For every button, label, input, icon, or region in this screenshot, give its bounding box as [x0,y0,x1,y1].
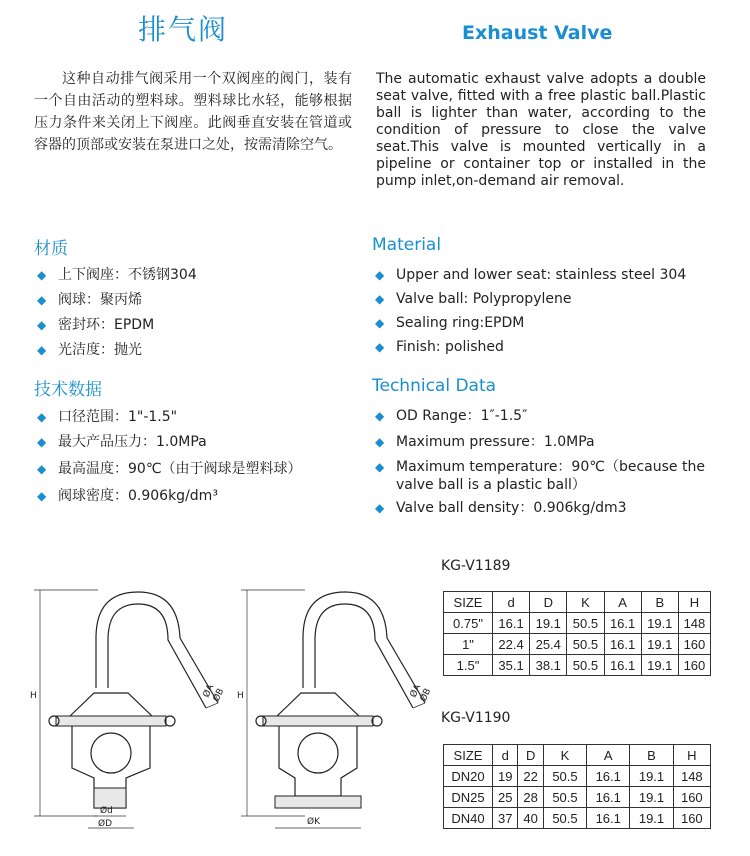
table-cell: 40 [518,808,543,829]
table-cell: 50.5 [567,613,604,634]
dim-big-d-label: ØD [98,819,113,829]
diamond-bullet-icon: ◆ [37,268,47,282]
table-cell: 19.1 [630,787,673,808]
diamond-bullet-icon: ◆ [375,435,385,449]
table-cell: 1.5" [444,655,493,676]
table-cell: 19.1 [630,766,673,787]
table-row [444,634,711,655]
tech-list-en [372,406,712,522]
intro-cn: 这种自动排气阀采用一个双阀座的阀门，装有一个自由活动的塑料球。塑料球比水轻，能够根据压力条件来关闭上下阀座。此阀垂直安装在管道或容器的顶部或安装在泵进口之处，按需清除空气。 [34,71,352,153]
table-cell: 16.1 [587,808,630,829]
material-heading-cn: 材质 [34,239,68,259]
table-cell: 28 [518,787,543,808]
table-cell: 19.1 [641,634,678,655]
diamond-bullet-icon: ◆ [37,343,47,357]
table-cell: 19.1 [641,655,678,676]
diamond-bullet-icon: ◆ [37,293,47,307]
diamond-bullet-icon: ◆ [375,340,385,354]
table-header-cell: A [604,592,641,613]
list-item: ◆ 阀球密度：0.906kg/dm³ [34,485,364,510]
list-item: ◆ 上下阀座：不锈钢304 [34,264,354,289]
table-cell: 50.5 [567,655,604,676]
table-cell: 160 [673,787,710,808]
model-label-v1190: KG-V1190 [441,710,511,726]
spec-table-v1190 [443,744,711,829]
table-cell: 148 [673,766,710,787]
table-header-cell: SIZE [444,745,493,766]
diamond-bullet-icon: ◆ [37,435,47,449]
title-cn: 排气阀 [138,13,229,46]
table-cell: 16.1 [604,655,641,676]
tech-heading-en: Technical Data [372,376,497,396]
diamond-bullet-icon: ◆ [37,318,47,332]
list-item: ◆ 最高温度：90℃（由于阀球是塑料球） [34,458,364,485]
table-header-cell: SIZE [444,592,493,613]
dim-a-label: ØA [408,683,424,700]
table-header-cell: B [630,745,673,766]
table-row [444,808,711,829]
dim-k-label: ØK [307,817,320,827]
table-cell: 1" [444,634,493,655]
tech-heading-cn: 技术数据 [34,380,102,400]
table-row [444,655,711,676]
list-item: ◆ Valve ball density：0.906kg/dm3 [375,500,627,516]
table-cell: 50.5 [543,787,586,808]
dim-a-label: ØA [201,683,217,700]
table-cell: 50.5 [543,808,586,829]
material-list-cn [34,264,354,364]
list-item: ◆ 密封环：EPDM [34,314,354,339]
table-cell: 38.1 [530,655,567,676]
dim-h-label: H [30,691,37,701]
dim-h-label: H [237,691,244,701]
table-row [444,613,711,634]
valve-drawing-v1190 [235,568,435,838]
table-header-cell: B [641,592,678,613]
diamond-bullet-icon: ◆ [375,409,385,423]
spec-table-v1189 [443,591,711,676]
list-item: ◆ 光洁度：抛光 [34,339,354,364]
list-item: ◆ 最大产品压力：1.0MPa [34,431,364,458]
list-item: ◆ Finish: polished [375,339,504,355]
table-cell: DN25 [444,787,493,808]
table-header-cell: A [587,745,630,766]
table-cell: 22.4 [493,634,530,655]
table-cell: 19.1 [530,613,567,634]
table-header-cell: H [678,592,710,613]
table-cell: 37 [493,808,518,829]
title-en: Exhaust Valve [462,22,613,44]
table-cell: 16.1 [587,766,630,787]
table-header-cell: H [673,745,710,766]
material-heading-en: Material [372,235,442,255]
diamond-bullet-icon: ◆ [375,316,385,330]
model-label-v1189: KG-V1189 [441,558,511,574]
diamond-bullet-icon: ◆ [37,462,47,476]
diamond-bullet-icon: ◆ [375,460,385,474]
table-header-row [444,592,711,613]
dim-b-label: ØB [211,687,227,704]
table-cell: DN40 [444,808,493,829]
table-header-cell: K [543,745,586,766]
table-cell: 19.1 [641,613,678,634]
table-cell: 35.1 [493,655,530,676]
list-item: ◆ Maximum temperature：90℃（because the valve ball is a plastic ball） [375,459,705,493]
table-header-cell: D [518,745,543,766]
table-cell: 16.1 [604,634,641,655]
table-row [444,766,711,787]
list-item: ◆ 阀球：聚丙烯 [34,289,354,314]
dim-b-label: ØB [418,687,434,704]
table-cell: 148 [678,613,710,634]
table-header-cell: D [530,592,567,613]
material-list-en [372,265,732,361]
table-cell: 19 [493,766,518,787]
table-header-row [444,745,711,766]
table-cell: 25 [493,787,518,808]
list-item: ◆ Sealing ring:EPDM [375,315,525,331]
valve-drawing-v1189 [28,568,228,838]
table-cell: 50.5 [543,766,586,787]
diamond-bullet-icon: ◆ [375,292,385,306]
diamond-bullet-icon: ◆ [37,410,47,424]
table-cell: 160 [673,808,710,829]
table-cell: 22 [518,766,543,787]
table-header-cell: d [493,745,518,766]
diamond-bullet-icon: ◆ [375,268,385,282]
list-item: ◆ Valve ball: Polypropylene [375,291,572,307]
table-cell: 16.1 [587,787,630,808]
table-cell: 25.4 [530,634,567,655]
intro-en: The automatic exhaust valve adopts a double seat valve, fitted with a free plastic ball.Plastic ball is lighter than water, according to the condition of pressure to close the valve seat.This valve is mounted vertically in a pipeline or container top or installed in the pump inlet,on-demand air removal. [376,71,706,189]
table-cell: 0.75" [444,613,493,634]
table-cell: 50.5 [567,634,604,655]
table-header-cell: d [493,592,530,613]
table-row [444,787,711,808]
list-item: ◆ OD Range：1″-1.5″ [375,408,528,424]
table-cell: 160 [678,655,710,676]
diamond-bullet-icon: ◆ [37,489,47,503]
tech-list-cn [34,406,364,510]
table-cell: DN20 [444,766,493,787]
table-cell: 16.1 [493,613,530,634]
list-item: ◆ Maximum pressure：1.0MPa [375,434,595,450]
dim-small-d-label: Ød [100,806,113,816]
table-header-cell: K [567,592,604,613]
list-item: ◆ Upper and lower seat: stainless steel 304 [375,267,687,283]
list-item: ◆ 口径范围：1"-1.5" [34,406,364,431]
table-cell: 16.1 [604,613,641,634]
table-cell: 19.1 [630,808,673,829]
table-cell: 160 [678,634,710,655]
diamond-bullet-icon: ◆ [375,501,385,515]
